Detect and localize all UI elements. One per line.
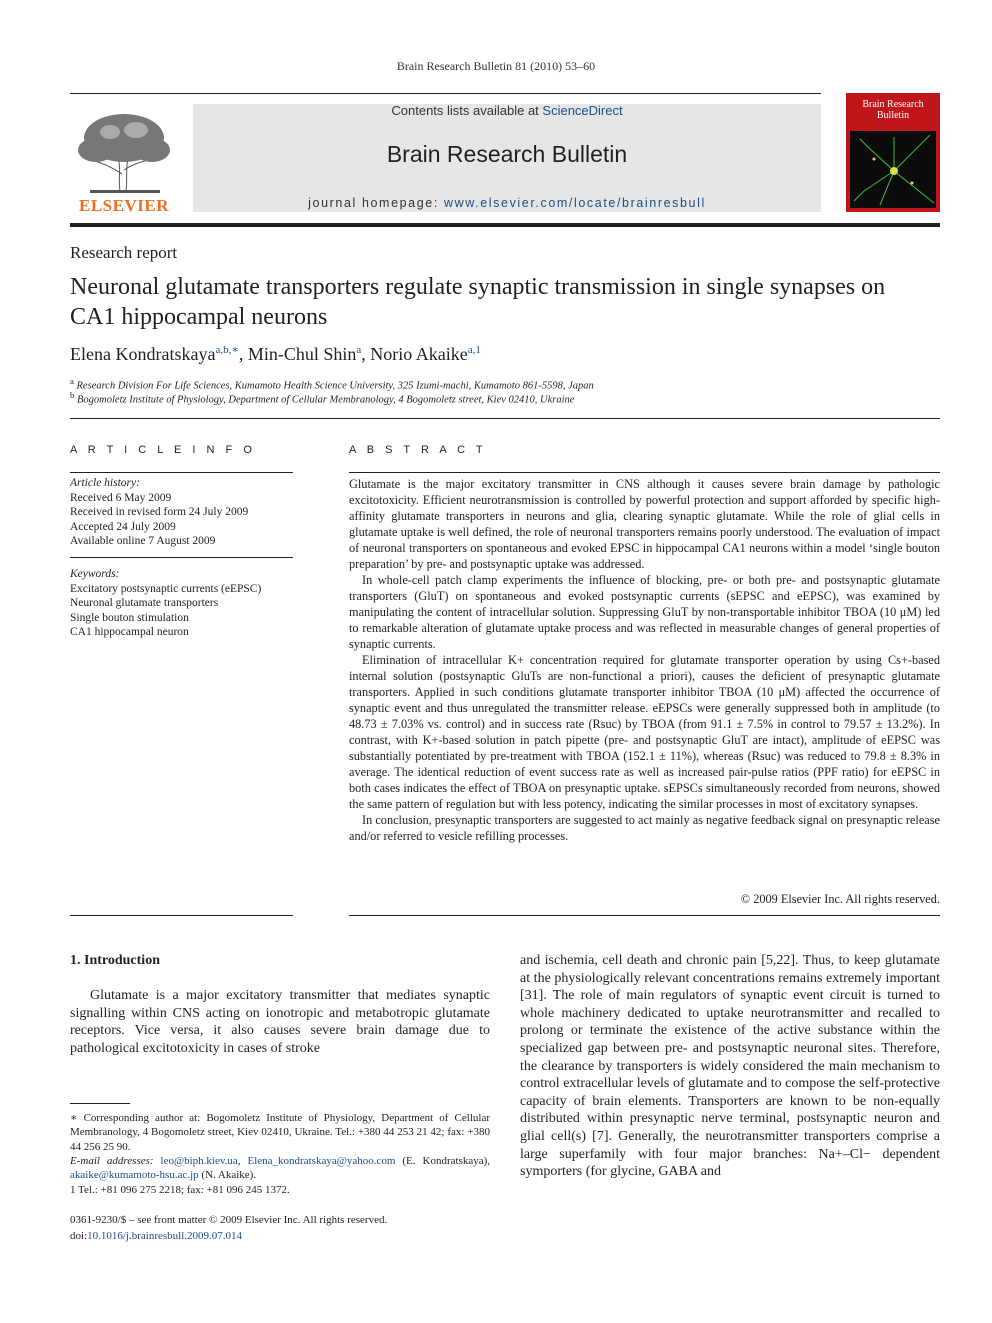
journal-homepage bbox=[193, 196, 821, 210]
header-thick-rule bbox=[70, 223, 940, 227]
author-separator: , bbox=[238, 344, 248, 364]
footnote-rule bbox=[70, 1103, 130, 1104]
history-item: Available online 7 August 2009 bbox=[70, 535, 216, 547]
affiliation bbox=[70, 390, 574, 406]
email-label: E-mail addresses: bbox=[70, 1155, 154, 1167]
article-title: Neuronal glutamate transporters regulate synaptic transmission in single synapses on CA1 hippocampal neurons bbox=[70, 274, 886, 330]
keyword-item: Neuronal glutamate transporters bbox=[70, 597, 219, 609]
email-owner: (N. Akaike). bbox=[201, 1169, 257, 1182]
journal-title: Brain Research Bulletin bbox=[386, 141, 628, 167]
contents-prefix: Contents lists available at bbox=[391, 103, 543, 118]
footnote-emails: E-mail addresses: leo@biph.kiev.ua, Elena_kondratskaya@yahoo.com (E. Kondratskaya), akaike@kumamoto-hsu.ac.jp (N. Akaike). bbox=[70, 1155, 491, 1182]
doi-line bbox=[70, 1228, 387, 1244]
history-label: Article history: bbox=[70, 477, 140, 489]
footnote-corresponding: ∗ Corresponding author at: Bogomoletz Institute of Physiology, Department of Cellular Membranology, 4 Bogomoletz street, Kiev 02410, Ukraine. Tel.: +380 44 253 21 42; fax: +380 44 256 25 90. bbox=[70, 1112, 490, 1153]
abstract-paragraph: Elimination of intracellular K+ concentration required for glutamate transporter operation by using Cs+-based internal solution (postsynaptic GluTs are non-functional a priori), causes the deficient of presynaptic glutamate transporters. Applied in such conditions glutamate transporter inhibitor TBOA (10 μM) affected the occurrence of synaptic event and thus unregulated the transmitter release. eEPSCs were generally suppressed both in amplitude (to 48.73 ± 7.03% vs. control) and in success rate (Rsuc) by TBOA (from 91.1 ± 7.5% in control to 79.57 ± 13.2%). In contrast, with K+-based solution in patch pipette (pre- and postsynaptic GluT are intact), amplitude of eEPSC was substantially potentiated by pre-treatment with TBOA (152.1 ± 11%), whereas (Rsuc) was reduced to 79.8 ± 8.3% in average. The identical reduction of event success rate as well as increased pair-pulse ratios (PPF ratio) for eEPSC in both cases indicates the effect of TBOA on presynaptic uptake. sEPSCs simultaneously recorded from neurons, showed the same pattern of regulation but with less potency, indicating the similar processes in most of excitatory synapses. bbox=[349, 653, 940, 811]
keyword-item: Single bouton stimulation bbox=[70, 611, 189, 624]
author-list bbox=[70, 343, 481, 365]
header-rule bbox=[70, 93, 821, 94]
author-name[interactable]: Min-Chul Shin bbox=[247, 344, 357, 364]
affiliation-text: Research Division For Life Sciences, Kumamoto Health Science University, 325 Izumi-machi, Kumamoto 861-5598, Japan bbox=[73, 380, 594, 392]
article-info-end-rule bbox=[70, 915, 293, 916]
abstract-paragraph: In whole-cell patch clamp experiments the influence of blocking, pre- or both pre- and postsynaptic glutamate transporters (GluT) on spontaneous and evoked postsynaptic currents (sEPSC and eEPSC), was examined by manipulating the content of intracellular solution. Suppressing GluT by non-transportable inhibitor TBOA (10 μM) led to remarkable alteration of glutamate uptake process and was reflected in measurable changes of general properties of synaptic currents. bbox=[349, 573, 940, 651]
publisher-name: ELSEVIER bbox=[79, 196, 169, 215]
cover-title-line1: Brain Research bbox=[862, 99, 924, 110]
email-link[interactable]: leo@biph.kiev.ua bbox=[160, 1155, 238, 1167]
author-marks[interactable]: a bbox=[356, 344, 362, 356]
sciencedirect-link[interactable]: ScienceDirect bbox=[542, 103, 623, 118]
article-history bbox=[70, 476, 293, 549]
doi-link[interactable]: 10.1016/j.brainresbull.2009.07.014 bbox=[87, 1230, 243, 1242]
keywords-rule bbox=[70, 557, 293, 558]
intro-text-right: and ischemia, cell death and chronic pain [5,22]. Thus, to keep glutamate at the physiologically relevant concentrations remains extremely important [31]. The role of main regulators of synaptic event circuit is turned to whole machinery dedicated to uptake neurotransmitter and recalled to prolong or terminate the existence of the active substance within the specialized gap between pre- and postsynaptic neuronal sites. Therefore, the clearance by transporters is widely considered the main mechanism to control extracellular levels of glutamate and to compose the self-protective capacity of brain elements. Transporters are known to be non-equally distributed within presynaptic nerve terminal, postsynaptic neuron and glial cell(s) [7]. Generally, the neurotransmitter transporters comprise a large superfamily with four major branches: Na+–Cl− dependent symporters (for glycine, GABA and bbox=[520, 953, 940, 1180]
article-info-rule bbox=[70, 472, 293, 473]
issn-block bbox=[70, 1212, 387, 1244]
contents-line bbox=[193, 103, 821, 118]
history-item: Received 6 May 2009 bbox=[70, 491, 172, 504]
section-rule bbox=[70, 418, 940, 419]
history-item: Received in revised form 24 July 2009 bbox=[70, 506, 249, 518]
abstract-paragraph: In conclusion, presynaptic transporters are suggested to act mainly as negative feedback signal on presynaptic release and/or referred to vesicle refilling processes. bbox=[349, 813, 940, 843]
author-marks[interactable]: a,b,∗ bbox=[215, 344, 239, 356]
email-owner: (E. Kondratskaya), bbox=[402, 1155, 491, 1167]
article-type: Research report bbox=[70, 243, 178, 262]
email-link[interactable]: Elena_kondratskaya@yahoo.com bbox=[247, 1155, 396, 1167]
footnote-1: 1 Tel.: +81 096 275 2218; fax: +81 096 245 1372. bbox=[70, 1184, 290, 1196]
abstract-body bbox=[349, 476, 940, 844]
abstract-heading: A B S T R A C T bbox=[349, 444, 487, 456]
affiliation-mark: b bbox=[70, 390, 75, 400]
article-info-heading: A R T I C L E I N F O bbox=[70, 444, 256, 456]
author-name[interactable]: Elena Kondratskaya bbox=[70, 344, 216, 364]
section-heading-introduction: 1. Introduction bbox=[70, 953, 160, 968]
keywords bbox=[70, 567, 293, 640]
cover-title bbox=[846, 99, 940, 121]
affiliation-mark: a bbox=[70, 376, 74, 386]
homepage-prefix: journal homepage: bbox=[308, 196, 444, 210]
journal-cover bbox=[846, 93, 940, 212]
abstract-rule bbox=[349, 472, 940, 473]
homepage-link[interactable]: www.elsevier.com/locate/brainresbull bbox=[443, 196, 706, 210]
affiliation-text: Bogomoletz Institute of Physiology, Department of Cellular Membranology, 4 Bogomoletz street, Kiev 02410, Ukraine bbox=[74, 394, 575, 406]
keyword-item: Excitatory postsynaptic currents (eEPSC) bbox=[70, 582, 262, 595]
keyword-item: CA1 hippocampal neuron bbox=[70, 626, 189, 638]
intro-text-left: Glutamate is a major excitatory transmitter that mediates synaptic signalling within CNS acting on ionotropic and metabotropic glutamate receptors. Vice versa, it also causes severe brain damage due to pathological excitotoxicity in cases of stroke bbox=[70, 988, 490, 1056]
cover-neuron-image bbox=[850, 131, 936, 208]
abstract-paragraph: Glutamate is the major excitatory transmitter in CNS although it causes severe brain damage by pathologic excitotoxicity. Efficient neurotransmission is controlled by powerful protection and support afforded by specific high-affinity glutamate transporters in neurons and glia, clearing synaptic glutamate. While the role of glial cells in glutamate uptake is well defined, the role of neuronal transporters remains poorly understood. The evaluation of impact of neuronal transporters on spontaneous and evoked EPSC in hippocampal CA1 neurons within a model ‘single bouton preparation’ by pre- and postsynaptic uptake was addressed. bbox=[349, 477, 940, 571]
abstract-end-rule bbox=[349, 915, 940, 916]
author-separator: , bbox=[361, 344, 371, 364]
issn-line: 0361-9230/$ – see front matter © 2009 Elsevier Inc. All rights reserved. bbox=[70, 1214, 388, 1226]
history-item: Accepted 24 July 2009 bbox=[70, 520, 176, 533]
copyright: © 2009 Elsevier Inc. All rights reserved. bbox=[740, 892, 940, 906]
author-marks[interactable]: a,1 bbox=[467, 344, 481, 356]
author-name[interactable]: Norio Akaike bbox=[370, 344, 468, 364]
keywords-label: Keywords: bbox=[70, 568, 120, 580]
email-link[interactable]: akaike@kumamoto-hsu.ac.jp bbox=[70, 1169, 199, 1182]
cover-title-line2: Bulletin bbox=[876, 110, 910, 121]
journal-citation: Brain Research Bulletin 81 (2010) 53–60 bbox=[396, 59, 596, 73]
doi-prefix: doi: bbox=[70, 1230, 88, 1242]
